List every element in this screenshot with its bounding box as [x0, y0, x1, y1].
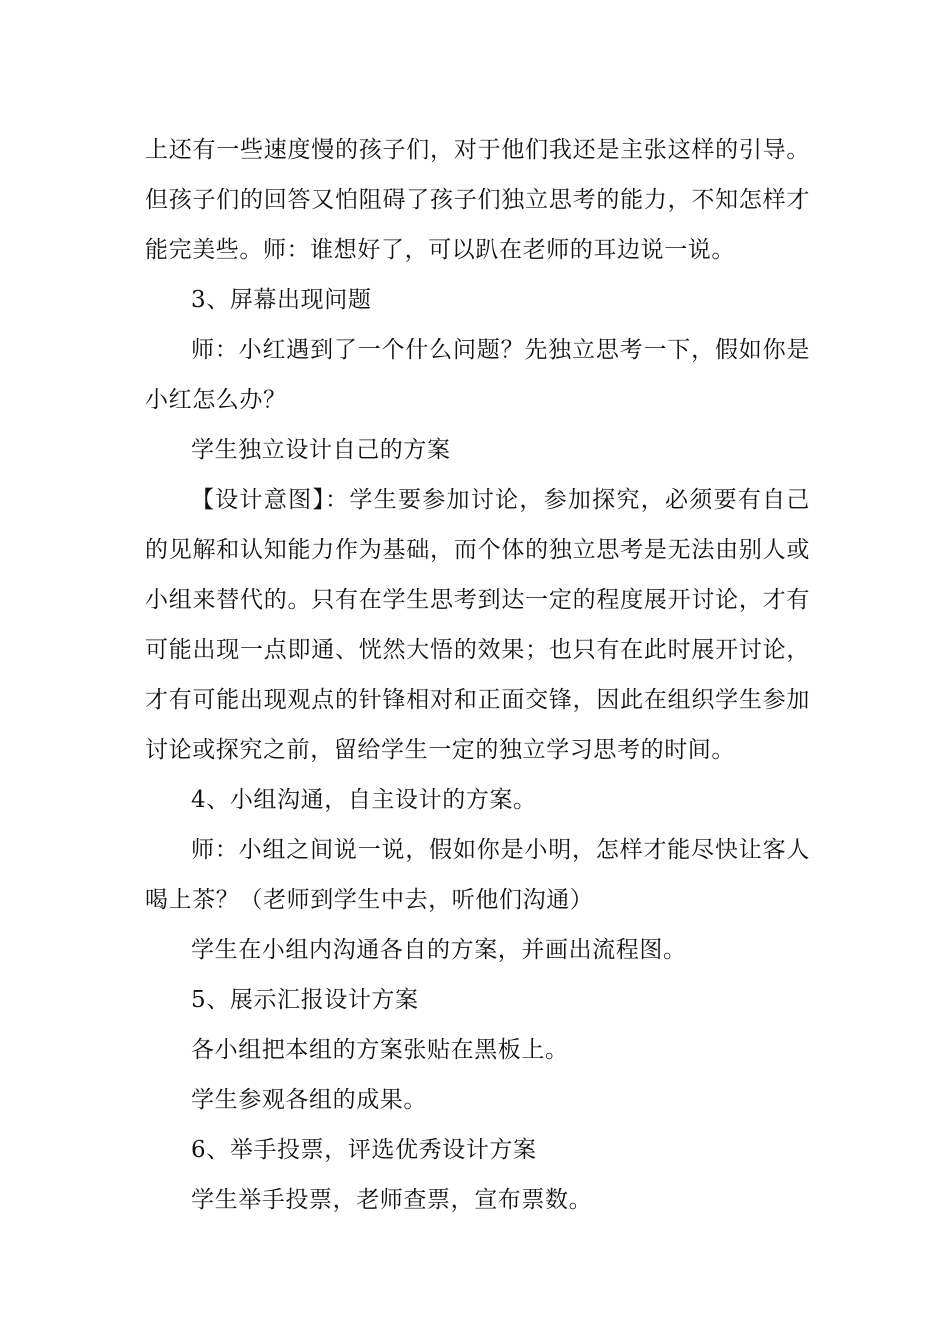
- paragraph-continuation: 上还有一些速度慢的孩子们，对于他们我还是主张这样的引导。但孩子们的回答又怕阻碍了孩子们独立思考的能力，不知怎样才能完美些。师：谁想好了，可以趴在老师的耳边说一说。: [145, 137, 810, 263]
- document-body: [145, 125, 810, 1225]
- paragraph-step-4-heading: 4、小组沟通，自主设计的方案。: [191, 787, 537, 813]
- paragraph-group-flowchart: 学生在小组内沟通各自的方案，并画出流程图。: [191, 937, 687, 963]
- paragraph-view-results: 学生参观各组的成果。: [191, 1087, 427, 1113]
- paragraph-teacher-group-talk: 师：小组之间说一说，假如你是小明，怎样才能尽快让客人喝上茶？（老师到学生中去，听他们沟通）: [145, 837, 810, 913]
- paragraph-student-design: 学生独立设计自己的方案: [191, 437, 451, 463]
- paragraph-vote-count: 学生举手投票，老师查票，宣布票数。: [191, 1187, 593, 1213]
- paragraph-step-3-heading: 3、屏幕出现问题: [191, 287, 372, 313]
- paragraph-teacher-question: 师：小红遇到了一个什么问题？先独立思考一下，假如你是小红怎么办？: [145, 337, 810, 413]
- paragraph-step-5-heading: 5、展示汇报设计方案: [191, 987, 419, 1013]
- paragraph-post-on-board: 各小组把本组的方案张贴在黑板上。: [191, 1037, 569, 1063]
- paragraph-step-6-heading: 6、举手投票，评选优秀设计方案: [191, 1137, 537, 1163]
- paragraph-design-intent: 【设计意图】：学生要参加讨论，参加探究，必须要有自己的见解和认知能力作为基础，而个体的独立思考是无法由别人或小组来替代的。只有在学生思考到达一定的程度展开讨论，才有可能出现一点即通、恍然大悟的效果；也只有在此时展开讨论，才有可能出现观点的针锋相对和正面交锋，因此在组织学生参加讨论或探究之前，留给学生一定的独立学习思考的时间。: [145, 487, 810, 763]
